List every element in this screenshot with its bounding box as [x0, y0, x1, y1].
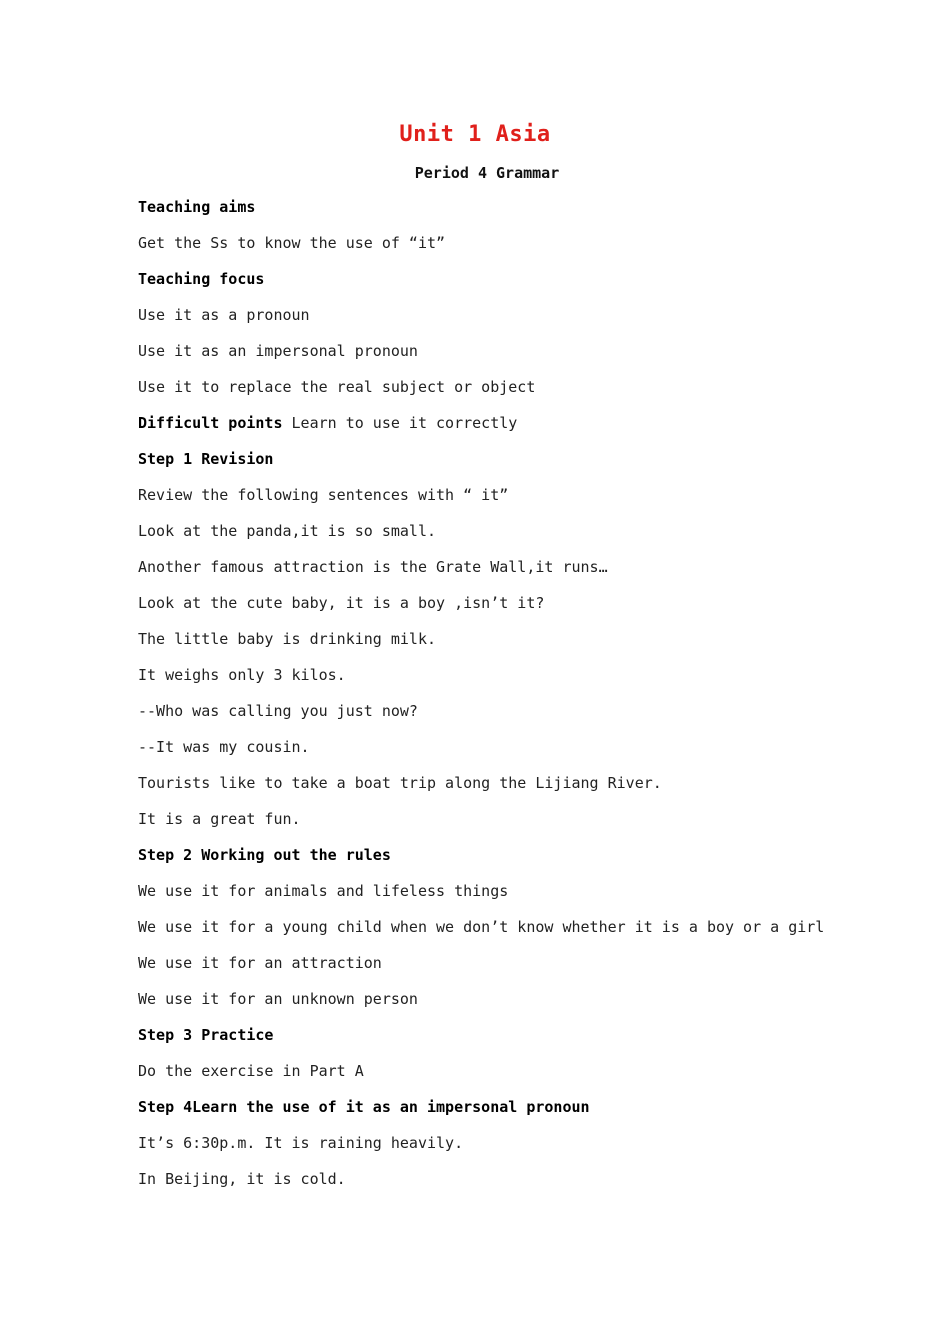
step2-line: We use it for animals and lifeless things [138, 882, 509, 900]
difficult-points-heading: Difficult points [138, 414, 283, 432]
step1-line: Look at the cute baby, it is a boy ,isn’t it? [138, 594, 545, 612]
step2-line: We use it for a young child when we don’t know whether it is a boy or a girl [138, 918, 825, 936]
document-title: Unit 1 Asia [399, 122, 551, 147]
step2-line: We use it for an attraction [138, 954, 382, 972]
step4-line: In Beijing, it is cold. [138, 1170, 346, 1188]
step2-line: We use it for an unknown person [138, 990, 418, 1008]
step1-line: --It was my cousin. [138, 738, 310, 756]
step1-line: The little baby is drinking milk. [138, 630, 437, 648]
step1-line: Review the following sentences with “ it” [138, 486, 509, 504]
focus-item: Use it as an impersonal pronoun [138, 342, 418, 360]
focus-item: Use it as a pronoun [138, 306, 310, 324]
focus-item: Use it to replace the real subject or object [138, 378, 536, 396]
step1-line: Look at the panda,it is so small. [138, 522, 437, 540]
step3-text: Do the exercise in Part A [138, 1062, 364, 1080]
step1-line: It weighs only 3 kilos. [138, 666, 346, 684]
step4-heading: Step 4Learn the use of it as an impersonal pronoun [138, 1098, 590, 1116]
step4-line: It’s 6:30p.m. It is raining heavily. [138, 1134, 464, 1152]
step1-heading: Step 1 Revision [138, 450, 274, 468]
step1-line: Another famous attraction is the Grate Wall,it runs… [138, 558, 608, 576]
teaching-focus-heading: Teaching focus [138, 270, 265, 288]
document-subtitle: Period 4 Grammar [414, 164, 560, 182]
step1-line: --Who was calling you just now? [138, 702, 418, 720]
step1-line: Tourists like to take a boat trip along the Lijiang River. [138, 774, 662, 792]
document-body [138, 196, 898, 1204]
teaching-aims-text: Get the Ss to know the use of “it” [138, 234, 446, 252]
step1-line: It is a great fun. [138, 810, 301, 828]
teaching-aims-heading: Teaching aims [138, 198, 256, 216]
step2-heading: Step 2 Working out the rules [138, 846, 391, 864]
difficult-points-text: Learn to use it correctly [282, 414, 518, 432]
step3-heading: Step 3 Practice [138, 1026, 274, 1044]
difficult-points [138, 412, 898, 448]
